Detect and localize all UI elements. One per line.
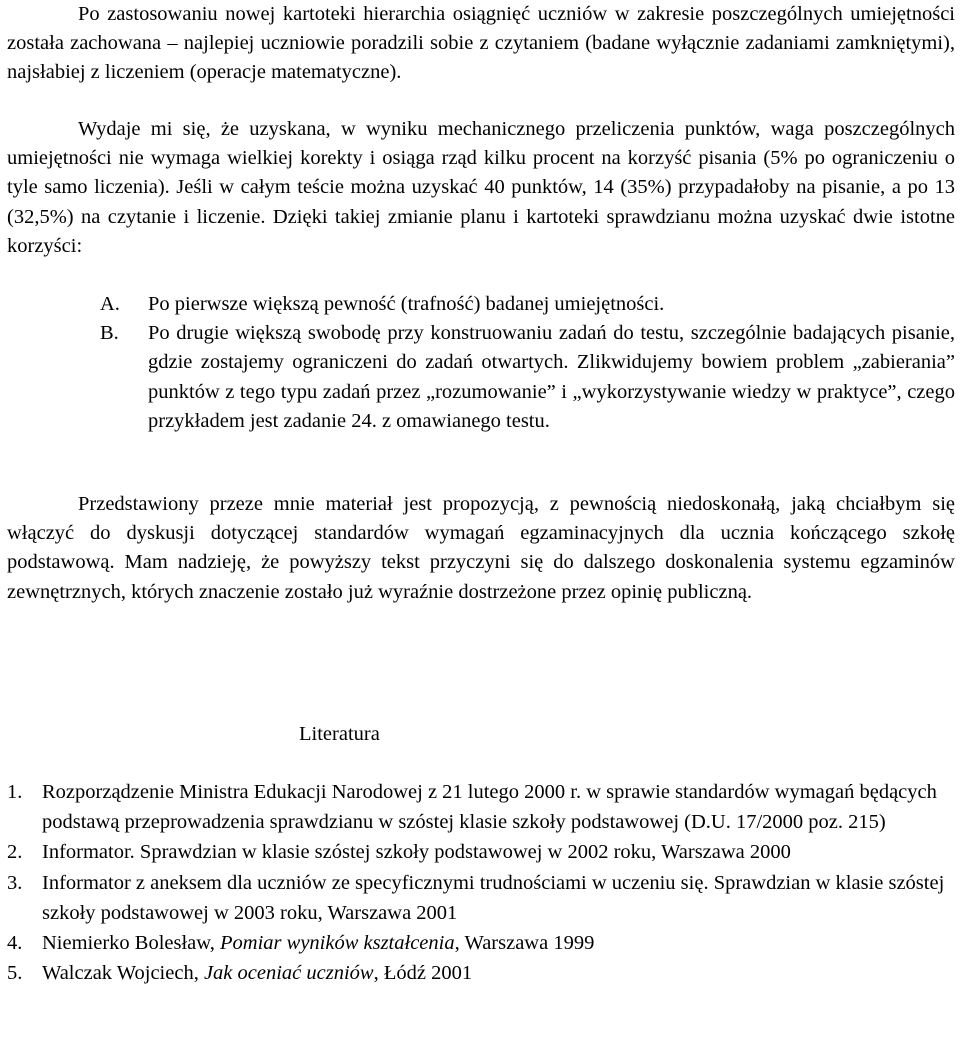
literature-publisher: , Warszawa 1999 (454, 932, 595, 955)
literature-author: Walczak Wojciech, (42, 962, 204, 985)
literature-title: Jak oceniać uczniów (203, 962, 374, 985)
paragraph-hierarchy: Po zastosowaniu nowej kartoteki hierarchia osiągnięć uczniów w zakresie poszczególnych umiejętności została zachowana – najlepiej uczniowie poradzili sobie z czytaniem (badane wyłącznie zadaniami zamkniętymi), najsłabiej z liczeniem (operacje matematyczne). (7, 3, 955, 84)
literature-item (7, 868, 955, 928)
benefit-text: Po drugie większą swobodę przy konstruowaniu zadań do testu, szczególnie badających pisanie, gdzie zostajemy ograniczeni do zadań otwartych. Zlikwidujemy bowiem problem „zabierania” punktów z tego typu zadań przez „rozumowanie” i „wykorzystywanie wiedzy w praktyce”, czego przykładem jest zadanie 24. z omawianego testu. (148, 322, 955, 432)
literature-number: 2. (7, 841, 23, 864)
literature-item (7, 958, 955, 988)
literature-number: 3. (7, 871, 23, 894)
benefit-marker: B. (100, 322, 119, 345)
paragraph-weights: Wydaje mi się, że uzyskana, w wyniku mechanicznego przeliczenia punktów, waga poszczególnych umiejętności nie wymaga wielkiej korekty i osiąga rząd kilku procent na korzyść pisania (5% po ograniczeniu o tyle samo liczenia). Jeśli w całym teście można uzyskać 40 punktów, 14 (35%) przypadałoby na pisanie, a po 13 (32,5%) na czytanie i liczenie. Dzięki takiej zmianie planu i kartoteki sprawdzianu można uzyskać dwie istotne korzyści: (7, 118, 955, 257)
literature-list (7, 777, 955, 988)
benefit-item-a (100, 290, 955, 319)
literature-publisher: , Łódź 2001 (373, 962, 473, 985)
benefit-marker: A. (100, 293, 120, 315)
literature-item (7, 777, 955, 837)
literature-text: Informator. Sprawdzian w klasie szóstej szkoły podstawowej w 2002 roku, Warszawa 2000 (42, 841, 791, 864)
literature-number: 1. (7, 781, 23, 803)
literature-title: Pomiar wyników kształcenia (220, 932, 455, 955)
literature-author: Niemierko Bolesław, (42, 932, 221, 955)
literature-number: 5. (7, 962, 23, 985)
literature-text: Rozporządzenie Ministra Edukacji Narodowej z 21 lutego 2000 r. w sprawie standardów wymagań będących podstawą przeprowadzenia sprawdzianu w szóstej klasie szkoły podstawowej (D.U. 17/2000 poz. 215) (42, 781, 937, 834)
literature-number: 4. (7, 932, 23, 955)
literature-heading: Literatura (299, 723, 380, 745)
benefits-list (100, 290, 955, 436)
paragraph-conclusion: Przedstawiony przeze mnie materiał jest propozycją, z pewnością niedoskonałą, jaką chciałbym się włączyć do dyskusji dotyczącej standardów wymagań egzaminacyjnych dla ucznia kończącego szkołę podstawową. Mam nadzieję, że powyższy tekst przyczyni się do dalszego doskonalenia systemu egzaminów zewnętrznych, których znaczenie zostało już wyraźnie dostrzeżone przez opinię publiczną. (7, 493, 955, 603)
literature-text: Informator z aneksem dla uczniów ze specyficznymi trudnościami w uczeniu się. Sprawdzian w klasie szóstej szkoły podstawowej w 2003 roku, Warszawa 2001 (42, 871, 945, 924)
benefit-item-b (100, 319, 955, 436)
literature-item (7, 928, 955, 958)
literature-item (7, 837, 955, 867)
benefit-text: Po pierwsze większą pewność (trafność) badanej umiejętności. (148, 293, 665, 315)
